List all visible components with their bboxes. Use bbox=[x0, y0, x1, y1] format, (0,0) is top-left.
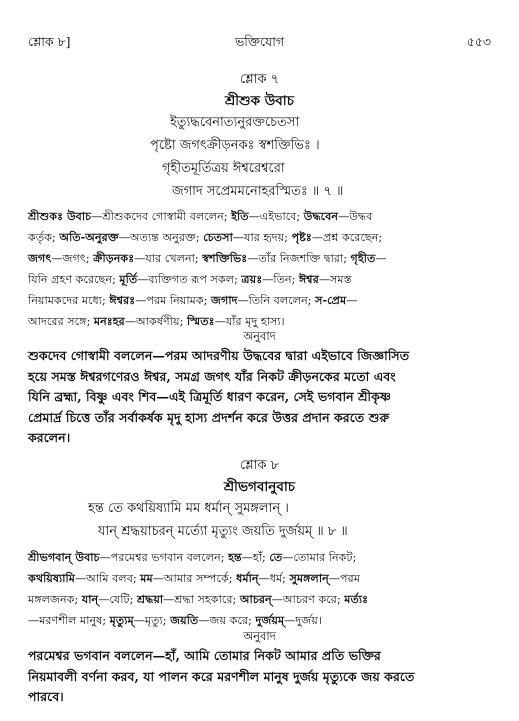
verse-8-translation bbox=[28, 646, 491, 708]
synonym-line bbox=[28, 227, 491, 248]
sanskrit-term: মর্ত্যঃ bbox=[344, 592, 369, 606]
term-meaning: —পরম bbox=[328, 572, 360, 585]
verse-8-heading: শ্লোক ৮ bbox=[239, 458, 280, 473]
sanskrit-term: যান্ bbox=[81, 592, 99, 606]
term-meaning: —ধর্ম; bbox=[258, 572, 290, 585]
term-meaning: —ব্যক্তিগত রূপ সকল; bbox=[137, 273, 242, 286]
term-meaning: —যার হৃদয়; bbox=[232, 231, 292, 244]
term-meaning: যিনি গ্রহণ করেছেন; bbox=[28, 273, 120, 286]
verse-7-line-1: ইত্যুদ্ধবেনাত্যনুরক্তচেতসা bbox=[170, 115, 300, 130]
header-verse-ref: শ্লোক ৮] bbox=[28, 34, 71, 49]
translation-line: পারবে। bbox=[28, 689, 64, 704]
term-meaning: —প্রশ্ন করেছেন; bbox=[311, 231, 383, 244]
term-meaning: —পরমেশ্বর ভগবান বললেন; bbox=[99, 551, 229, 564]
translation-line: পরমেশ্বর ভগবান বললেন—হাঁ, আমি তোমার নিকট আমার প্রতি ভক্তির bbox=[28, 648, 381, 663]
term-meaning: মঙ্গলজনক; bbox=[28, 593, 82, 606]
term-meaning: নিয়ামকদের মধ্যে; bbox=[28, 294, 110, 307]
term-meaning: —জয় করে; bbox=[198, 614, 256, 627]
sanskrit-term: তে bbox=[269, 550, 283, 564]
verse-8-translation-heading: অনুবাদ bbox=[243, 629, 276, 643]
sanskrit-term: চেতসা bbox=[203, 230, 233, 244]
term-meaning: —তিন; bbox=[262, 273, 299, 286]
sanskrit-term: গৃহীত bbox=[350, 251, 376, 265]
term-meaning: —হাঁ; bbox=[241, 551, 270, 564]
term-meaning: —শ্রীশুকদেব গোস্বামী বললেন; bbox=[91, 210, 232, 223]
sanskrit-term: স্বশক্তিভিঃ bbox=[202, 251, 248, 265]
sanskrit-term: মূর্তি bbox=[119, 272, 138, 286]
term-meaning: —তাঁর নিজশক্তি দ্বারা; bbox=[247, 252, 351, 265]
term-meaning: —এইভাবে; bbox=[248, 210, 304, 223]
sanskrit-term: ঈশ্বর bbox=[299, 272, 319, 286]
synonym-line bbox=[28, 547, 491, 568]
term-meaning: —মৃত্যু; bbox=[133, 614, 171, 627]
sanskrit-term: পৃষ্টঃ bbox=[291, 230, 312, 244]
sanskrit-term: আচরন্ bbox=[239, 592, 272, 606]
sanskrit-term: শ্রদ্ধয়া bbox=[136, 592, 164, 606]
verse-8-speaker: শ্রীভগবানুবাচ bbox=[223, 479, 296, 495]
term-meaning: —তোমার নিকট; bbox=[282, 551, 357, 564]
sanskrit-term: মৃত্যুম্ bbox=[109, 613, 134, 627]
term-meaning: —আমি বলব; bbox=[74, 572, 141, 585]
sanskrit-term: সুমঙ্গলান্ bbox=[289, 571, 329, 585]
sanskrit-term: ধর্মান্ bbox=[236, 571, 259, 585]
sanskrit-term: মনঃহর bbox=[93, 314, 125, 328]
verse-7-translation bbox=[28, 346, 491, 449]
verse-7-speaker: শ্রীশুক উবাচ bbox=[224, 93, 295, 109]
verse-7-line-3: গৃহীতমূর্তিত্রয় ঈশ্বরেশ্বরো bbox=[162, 161, 285, 176]
synonym-line bbox=[28, 589, 491, 610]
term-meaning: —সমস্ত bbox=[318, 273, 352, 286]
sanskrit-term: ইতি bbox=[231, 209, 249, 223]
term-meaning: — bbox=[346, 294, 358, 307]
term-meaning: —যার খেলনা; bbox=[134, 252, 203, 265]
sanskrit-term: স্মিতঃ bbox=[186, 314, 215, 328]
sanskrit-term: স-প্রেম bbox=[315, 293, 347, 307]
verse-7-line-4: জগাদ সপ্রেমমনোহরস্মিতঃ ॥ ৭ ॥ bbox=[172, 184, 344, 199]
term-meaning: —যাঁর মৃদু হাস্য। bbox=[214, 315, 285, 328]
sanskrit-term: শ্রীভগবান্ উবাচ bbox=[28, 550, 100, 564]
synonym-line bbox=[28, 568, 491, 589]
verse-8-line-1: হন্ত তে কথয়িষ্যামি মম ধর্মান্ সুমঙ্গলান্ । bbox=[88, 501, 289, 516]
term-meaning: —জগৎ; bbox=[51, 252, 94, 265]
term-meaning: —পরম নিয়ামক; bbox=[135, 294, 211, 307]
header-chapter-title: ভক্তিযোগ bbox=[234, 34, 285, 49]
term-meaning: —তিনি বললেন; bbox=[237, 294, 316, 307]
running-header bbox=[28, 34, 491, 52]
translation-line: প্রেমার্দ্র চিত্তে তাঁর সর্বাকর্ষক মৃদু হাস্য প্রদর্শন করে উত্তর প্রদান করতে শুরু bbox=[28, 409, 390, 425]
verse-7-heading: শ্লোক ৭ bbox=[239, 72, 280, 87]
sanskrit-term: জগাদ bbox=[210, 293, 238, 307]
sanskrit-term: হন্ত bbox=[228, 550, 242, 564]
term-meaning: —শ্রদ্ধা সহকারে; bbox=[163, 593, 240, 606]
synonym-line bbox=[28, 206, 491, 227]
sanskrit-term: জগৎ bbox=[28, 251, 52, 265]
sanskrit-term: ক্রীড়নকঃ bbox=[93, 251, 135, 265]
term-meaning: —দুর্জয়। bbox=[284, 614, 322, 627]
translation-line: করলেন। bbox=[28, 430, 71, 445]
verse-8-line-2: যান্ শ্রদ্ধয়াচরন্ মর্ত্যো মৃত্যুং জয়তি দুর্জয়ম্ ॥ ৮ ॥ bbox=[98, 524, 348, 539]
sanskrit-term: অতি-অনুরক্ত bbox=[59, 230, 119, 244]
term-meaning: —যেটি; bbox=[98, 593, 137, 606]
verse-8-synonyms bbox=[28, 547, 491, 631]
term-meaning: —মরণশীল মানুষ; bbox=[28, 614, 110, 627]
synonym-line bbox=[28, 248, 491, 269]
term-meaning: —অত্যন্ত অনুরক্ত; bbox=[118, 231, 204, 244]
verse-7-line-2: পৃষ্টো জগৎক্রীড়নকঃ স্বশক্তিভিঃ । bbox=[150, 138, 320, 153]
term-meaning: —উদ্ধব bbox=[338, 210, 373, 223]
translation-line: যিনি ব্রহ্মা, বিষ্ণু এবং শিব—এই ত্রিমূর্তি ধারণ করেন, সেই ভগবান শ্রীকৃষ্ণ bbox=[28, 389, 391, 404]
term-meaning: —আচরণ করে; bbox=[271, 593, 345, 606]
sanskrit-term: কথয়িষ্যামি bbox=[28, 571, 75, 585]
sanskrit-term: মম bbox=[140, 571, 153, 585]
term-meaning: — bbox=[375, 252, 387, 265]
sanskrit-term: উদ্ধবেন bbox=[303, 209, 339, 223]
page-number: ৫৫৩ bbox=[466, 34, 491, 49]
term-meaning: আদরের সঙ্গে; bbox=[28, 315, 94, 328]
verse-7-translation-heading: অনুবাদ bbox=[243, 329, 276, 343]
sanskrit-term: ত্রয়ঃ bbox=[241, 272, 263, 286]
sanskrit-term: জয়তি bbox=[170, 613, 199, 627]
verse-7-synonyms bbox=[28, 206, 491, 332]
synonym-line bbox=[28, 269, 491, 290]
translation-line: নিয়মাবলী বর্ণনা করব, যা পালন করে মরণশীল মানুষ দুর্জয় মৃত্যুকে জয় করতে bbox=[28, 668, 415, 684]
term-meaning: —আকর্ষণীয়; bbox=[124, 315, 187, 328]
translation-line: হয়ে সমস্ত ঈশ্বরগণেরও ঈশ্বর, সমগ্র জগৎ যাঁর নিকট ক্রীড়নকের মতো এবং bbox=[28, 368, 396, 384]
synonym-line bbox=[28, 290, 491, 311]
term-meaning: —আমার সম্পর্কে; bbox=[152, 572, 237, 585]
term-meaning: কর্তৃক; bbox=[28, 231, 60, 244]
sanskrit-term: ঈশ্বরঃ bbox=[109, 293, 136, 307]
sanskrit-term: শ্রীশুকঃ উবাচ bbox=[28, 209, 92, 223]
sanskrit-term: দুর্জয়ম্ bbox=[255, 613, 285, 627]
translation-line: শুকদেব গোস্বামী বললেন—পরম আদরণীয় উদ্ধবের দ্বারা এইভাবে জিজ্ঞাসিত bbox=[28, 348, 410, 363]
